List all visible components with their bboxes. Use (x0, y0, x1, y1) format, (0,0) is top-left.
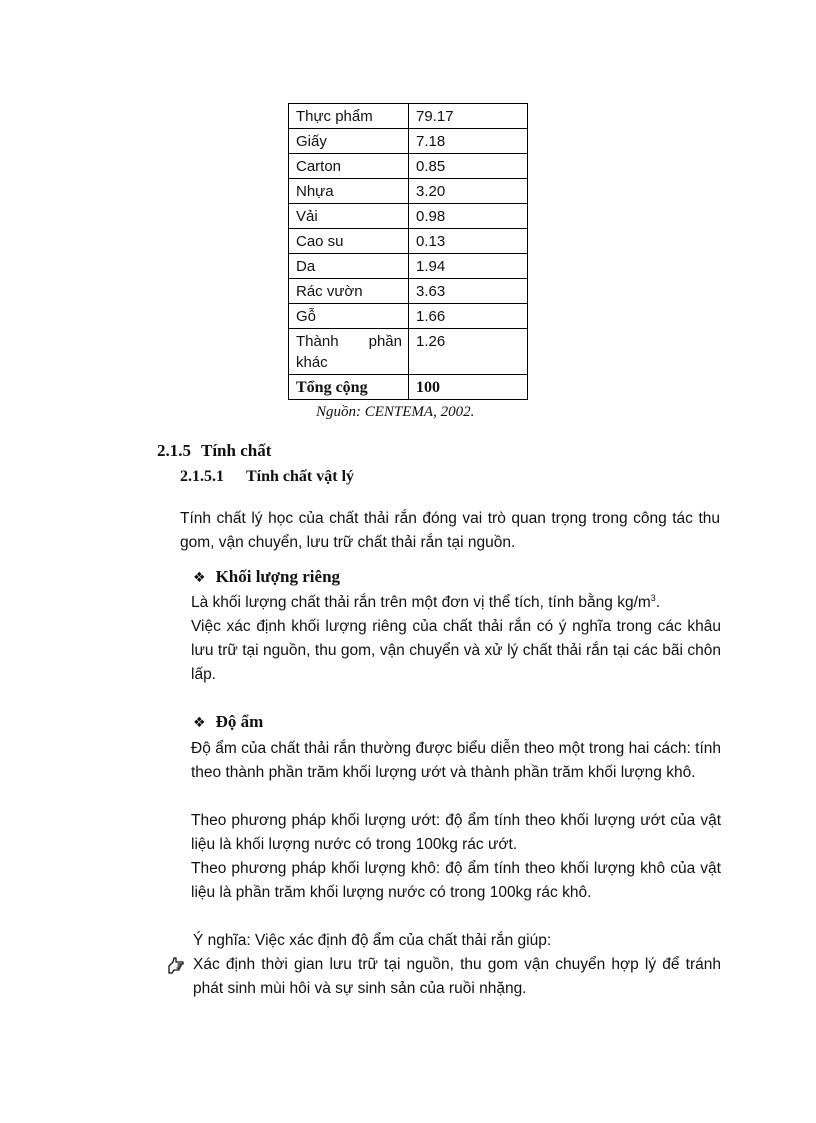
moisture-heading (193, 712, 263, 732)
material-name-cell: Gỗ (289, 304, 409, 329)
percentage-cell: 7.18 (409, 129, 528, 154)
subsection-title: Tính chất vật lý (246, 468, 355, 485)
density-definition (191, 591, 721, 615)
percentage-cell: 0.85 (409, 154, 528, 179)
density-heading (193, 567, 340, 587)
percentage-cell: 1.94 (409, 254, 528, 279)
material-name-cell: Thực phẩm (289, 104, 409, 129)
material-name-cell: Thành phần khác (289, 329, 409, 375)
table-source: Nguồn: CENTEMA, 2002. (316, 404, 475, 420)
table-row (289, 229, 528, 254)
moisture-bullet-1: Xác định thời gian lưu trữ tại nguồn, thu gom vận chuyển hợp lý để tránh phát sinh mùi hôi và sự sinh sản của ruồi nhặng. (193, 956, 721, 997)
density-definition-end: . (655, 594, 661, 611)
material-name-cell: Rác vườn (289, 279, 409, 304)
density-heading-text: Khối lượng riêng (215, 567, 341, 586)
section-title: Tính chất (201, 441, 272, 460)
density-unit-exponent: 3 (650, 592, 656, 603)
table-row (289, 204, 528, 229)
moisture-meaning: Ý nghĩa: Việc xác định độ ẩm của chất thải rắn giúp: (193, 932, 552, 949)
material-name-cell: Nhựa (289, 179, 409, 204)
table-row (289, 104, 528, 129)
subsection-number: 2.1.5.1 (180, 468, 224, 485)
moisture-paragraph-3: Theo phương pháp khối lượng khô: độ ẩm tính theo khối lượng khô của vật liệu là phần trăm khối lượng nước có trong 100kg rác khô. (191, 860, 721, 901)
table-row (289, 279, 528, 304)
material-name-cell: Vải (289, 204, 409, 229)
table-row (289, 179, 528, 204)
moisture-paragraph-1: Độ ẩm của chất thải rắn thường được biểu diễn theo một trong hai cách: tính theo thành phần trăm khối lượng ướt và thành phần trăm khối lượng khô. (191, 740, 721, 781)
diamond-bullet-icon: ❖ (193, 570, 206, 586)
percentage-cell: 79.17 (409, 104, 528, 129)
moisture-paragraph-2: Theo phương pháp khối lượng ướt: độ ẩm tính theo khối lượng ướt của vật liệu là khối lượng nước có trong 100kg rác ướt. (191, 812, 721, 853)
table-total-row (289, 375, 528, 400)
total-label-cell: Tổng cộng (289, 375, 409, 400)
material-name-cell: Da (289, 254, 409, 279)
density-definition-text: Là khối lượng chất thải rắn trên một đơn vị thể tích, tính bằng kg/m (191, 594, 651, 611)
table-row (289, 129, 528, 154)
intro-paragraph: Tính chất lý học của chất thải rắn đóng vai trò quan trọng trong công tác thu gom, vận chuyển, lưu trữ chất thải rắn tại nguồn. (180, 510, 720, 551)
density-significance: Việc xác định khối lượng riêng của chất thải rắn có ý nghĩa trong các khâu lưu trữ tại nguồn, thu gom, vận chuyển và xử lý chất thải rắn tại các bãi chôn lấp. (191, 618, 721, 683)
table-row (289, 304, 528, 329)
table-row (289, 154, 528, 179)
percentage-cell: 0.13 (409, 229, 528, 254)
percentage-cell: 1.66 (409, 304, 528, 329)
total-value-cell: 100 (409, 375, 528, 400)
subsection-heading (180, 468, 354, 486)
percentage-cell: 1.26 (409, 329, 528, 375)
percentage-cell: 0.98 (409, 204, 528, 229)
percentage-cell: 3.63 (409, 279, 528, 304)
material-name-cell: Giấy (289, 129, 409, 154)
moisture-heading-text: Độ ẩm (215, 712, 264, 731)
material-name-cell: Cao su (289, 229, 409, 254)
pointing-hand-icon (166, 956, 186, 976)
diamond-bullet-icon: ❖ (193, 715, 206, 731)
section-number: 2.1.5 (157, 441, 191, 460)
section-heading (157, 441, 271, 461)
table-row (289, 329, 528, 375)
table-row (289, 254, 528, 279)
composition-table (288, 103, 528, 400)
percentage-cell: 3.20 (409, 179, 528, 204)
material-name-cell: Carton (289, 154, 409, 179)
